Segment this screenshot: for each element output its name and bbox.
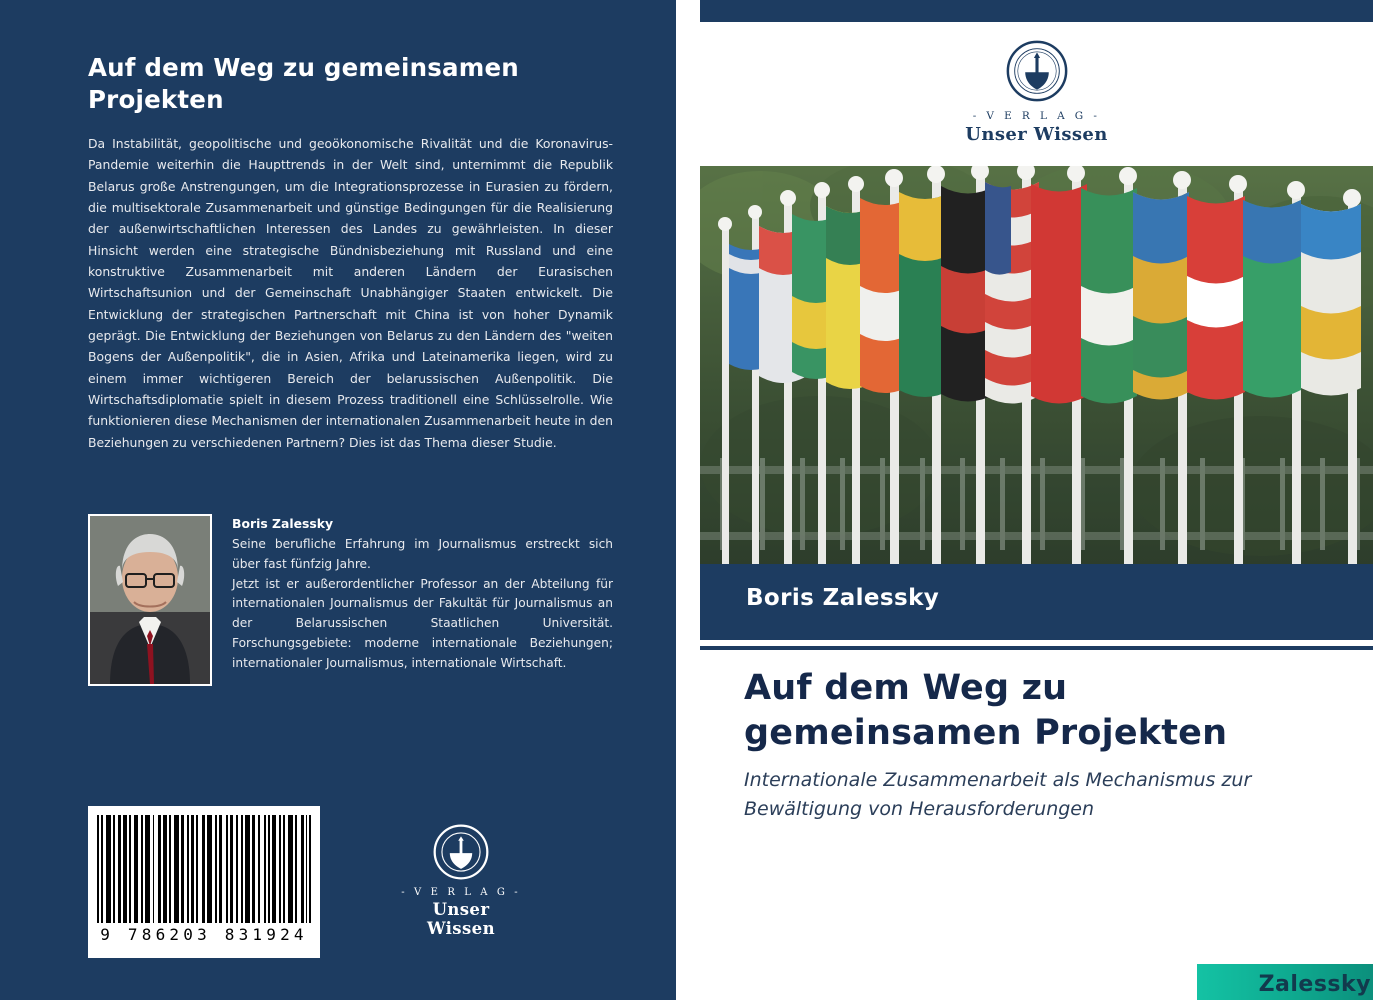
cover-photo-flags bbox=[700, 166, 1373, 564]
isbn-barcode bbox=[88, 806, 320, 958]
back-cover-panel bbox=[0, 0, 676, 1000]
front-author-name: Boris Zalessky bbox=[746, 585, 940, 611]
back-cover-blurb: Da Instabilität, geopolitische und geoökonomische Rivalität und die Koronavirus-Pandemie weiterhin die Haupttrends in der Welt sind, unternimmt die Republik Belarus große Anstrengungen, um die Integrationsprozesse in Eurasien zu fördern, die multisektorale Zusammenarbeit und günstige Bedingungen für die Realisierung der außenwirtschaftlichen Interessen des Landes zu gewährleisten. In dieser Hinsicht werden eine strategische Bündnisbeziehung mit Russland und eine konstruktive Zusammenarbeit mit anderen Ländern der Eurasischen Wirtschaftsunion und der Gemeinschaft Unabhängiger Staaten entwickelt. Die Entwicklung der strategischen Partnerschaft mit China ist von hoher Dynamik geprägt. Die Entwicklung der Beziehungen von Belarus zu den Ländern des "weiten Bogens der Außenpolitik", die in Asien, Afrika und Lateinamerika liegen, wird zu einem immer wichtigeren Bereich der belarussischen Außenpolitik. Die Wirtschaftsdiplomatie spielt in diesem Prozess traditionell eine Schlüsselrolle. Wie funktionieren diese Mechanismen der internationalen Zusammenarbeit heute in den Beziehungen zu verschiedenen Partnern? Dies ist das Thema dieser Studie. bbox=[88, 136, 613, 450]
author-bio-line-2: Jetzt ist er außerordentlicher Professor an der Abteilung für internationalen Journalismus der Fakultät für Journalismus an der Belarussischen Staatlichen Universität. Forschungsgebiete: moderne internationale Beziehungen; internationaler Journalismus, internationale Wirtschaft. bbox=[232, 576, 613, 670]
isbn-number: 9 786203 831924 bbox=[100, 925, 308, 944]
front-top-band bbox=[700, 0, 1373, 22]
front-cover-subtitle: Internationale Zusammenarbeit als Mechanismus zur Bewältigung von Herausforderungen bbox=[744, 769, 1252, 820]
publisher-emblem-icon bbox=[1006, 40, 1068, 102]
author-bio-line-1: Seine berufliche Erfahrung im Journalismus erstreckt sich über fast fünfzig Jahre. bbox=[232, 537, 613, 571]
publisher-name-label: Unser Wissen bbox=[965, 124, 1108, 145]
front-cover-title: Auf dem Weg zu gemeinsamen Projekten bbox=[744, 668, 1228, 753]
book-spine bbox=[676, 0, 700, 1000]
publisher-logo-back bbox=[400, 824, 522, 938]
back-cover-title: Auf dem Weg zu gemeinsamen Projekten bbox=[88, 53, 519, 115]
publisher-name-label: Unser Wissen bbox=[427, 900, 495, 938]
publisher-verlag-label: - V E R L A G - bbox=[972, 110, 1101, 122]
front-divider-rule bbox=[700, 646, 1373, 650]
publisher-logo-front bbox=[700, 40, 1373, 145]
front-author-band bbox=[700, 564, 1373, 640]
publisher-verlag-label: - V E R L A G - bbox=[401, 887, 521, 898]
front-cover-panel bbox=[700, 0, 1373, 1000]
author-bio bbox=[232, 514, 613, 673]
author-name: Boris Zalessky bbox=[232, 516, 334, 531]
author-photo bbox=[88, 514, 212, 686]
corner-teal-band bbox=[1197, 964, 1373, 1000]
barcode-bars bbox=[97, 815, 311, 923]
publisher-emblem-icon bbox=[433, 824, 489, 880]
corner-author-text: Zalessky bbox=[1258, 972, 1371, 997]
